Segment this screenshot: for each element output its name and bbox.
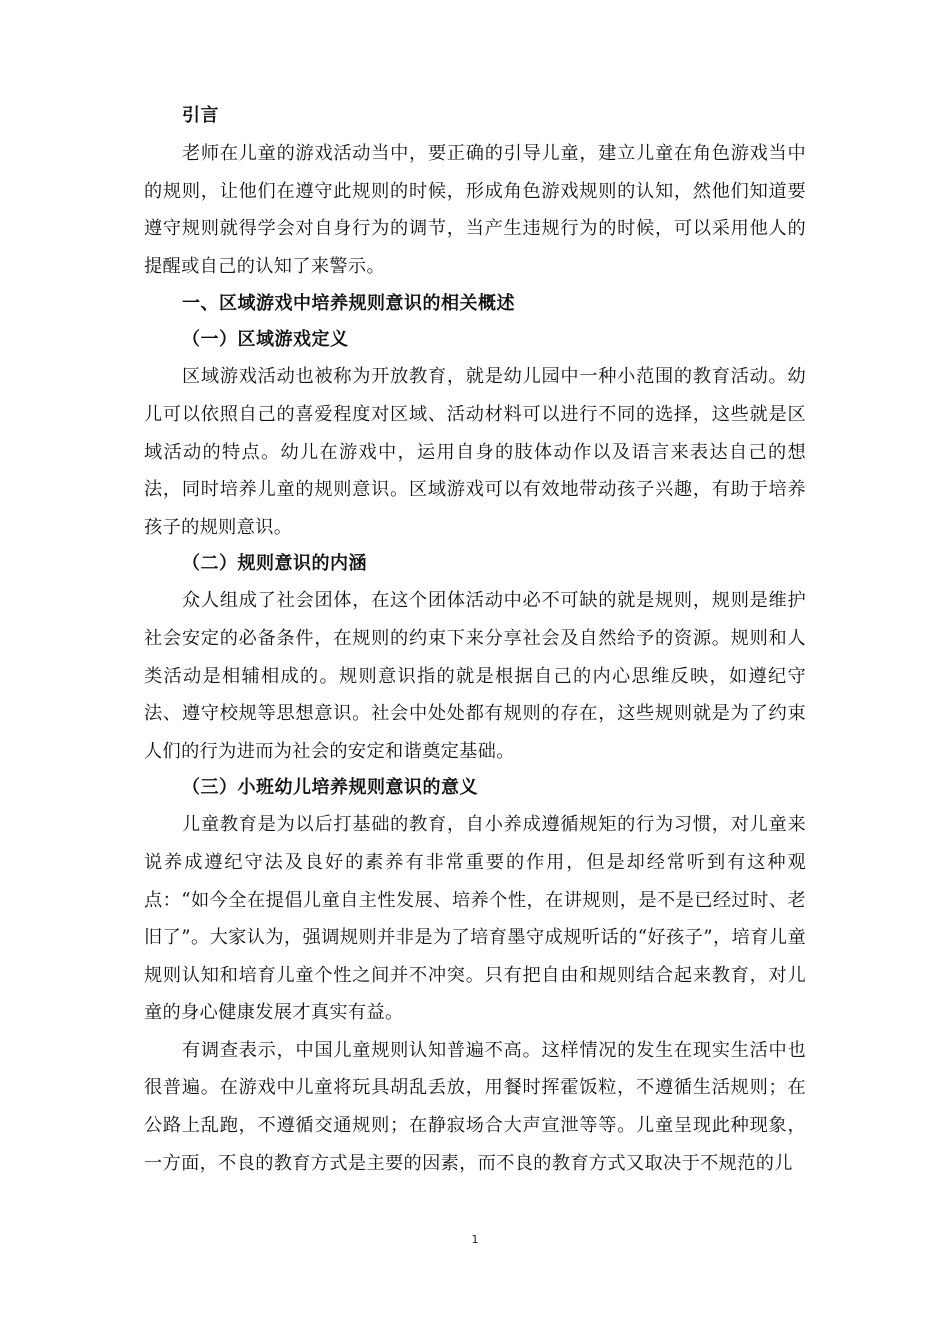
sub3-heading: （三）小班幼儿培养规则意识的意义: [182, 777, 478, 799]
sub1-paragraph: 区域游戏活动也被称为开放教育，就是幼儿园中一种小范围的教育活动。幼儿可以依照自己的喜爱程度对区域、活动材料可以进行不同的选择，这些就是区域活动的特点。幼儿在游戏中，运用自身的肢体动作以及语言来表达自己的想法，同时培养儿童的规则意识。区域游戏可以有效地带动孩子兴趣，有助于培养孩子的规则意识。: [144, 366, 806, 538]
section1-heading: 一、区域游戏中培养规则意识的相关概述: [182, 293, 515, 315]
sub3-paragraph-2: 有调查表示，中国儿童规则认知普遍不高。这样情况的发生在现实生活中也很普遍。在游戏中儿童将玩具胡乱丢放，用餐时挥霍饭粒，不遵循生活规则；在公路上乱跑，不遵循交通规则；在静寂场合大声宣泄等等。儿童呈现此种现象，一方面，不良的教育方式是主要的因素，而不良的教育方式又取决于不规范的儿: [144, 1039, 806, 1174]
sub1-heading: （一）区域游戏定义: [182, 329, 349, 351]
sub2-paragraph: 众人组成了社会团体，在这个团体活动中必不可缺的就是规则，规则是维护社会安定的必备条件，在规则的约束下来分享社会及自然给予的资源。规则和人类活动是相辅相成的。规则意识指的就是根据自己的内心思维反映，如遵纪守法、遵守校规等思想意识。社会中处处都有规则的存在，这些规则就是为了约束人们的行为进而为社会的安定和谐奠定基础。: [144, 590, 806, 762]
intro-paragraph: 老师在儿童的游戏活动当中，要正确的引导儿童，建立儿童在角色游戏当中的规则，让他们在遵守此规则的时候，形成角色游戏规则的认知，然他们知道要遵守规则就得学会对自身行为的调节，当产生违规行为的时候，可以采用他人的提醒或自己的认知了来警示。: [144, 143, 806, 277]
page-number: 1: [471, 1233, 479, 1246]
sub3-paragraph-1: 儿童教育是为以后打基础的教育，自小养成遵循规矩的行为习惯，对儿童来说养成遵纪守法及良好的素养有非常重要的作用，但是却经常听到有这种观点：“如今全在提倡儿童自主性发展、培养个性，在讲规则，是不是已经过时、老旧了”。大家认为，强调规则并非是为了培育墨守成规听话的“好孩子”，培育儿童规则认知和培育儿童个性之间并不冲突。只有把自由和规则结合起来教育，对儿童的身心健康发展才真实有益。: [144, 814, 806, 1024]
intro-heading: 引言: [182, 105, 219, 126]
sub2-heading: （二）规则意识的内涵: [182, 553, 367, 575]
document-body: [144, 98, 806, 1182]
